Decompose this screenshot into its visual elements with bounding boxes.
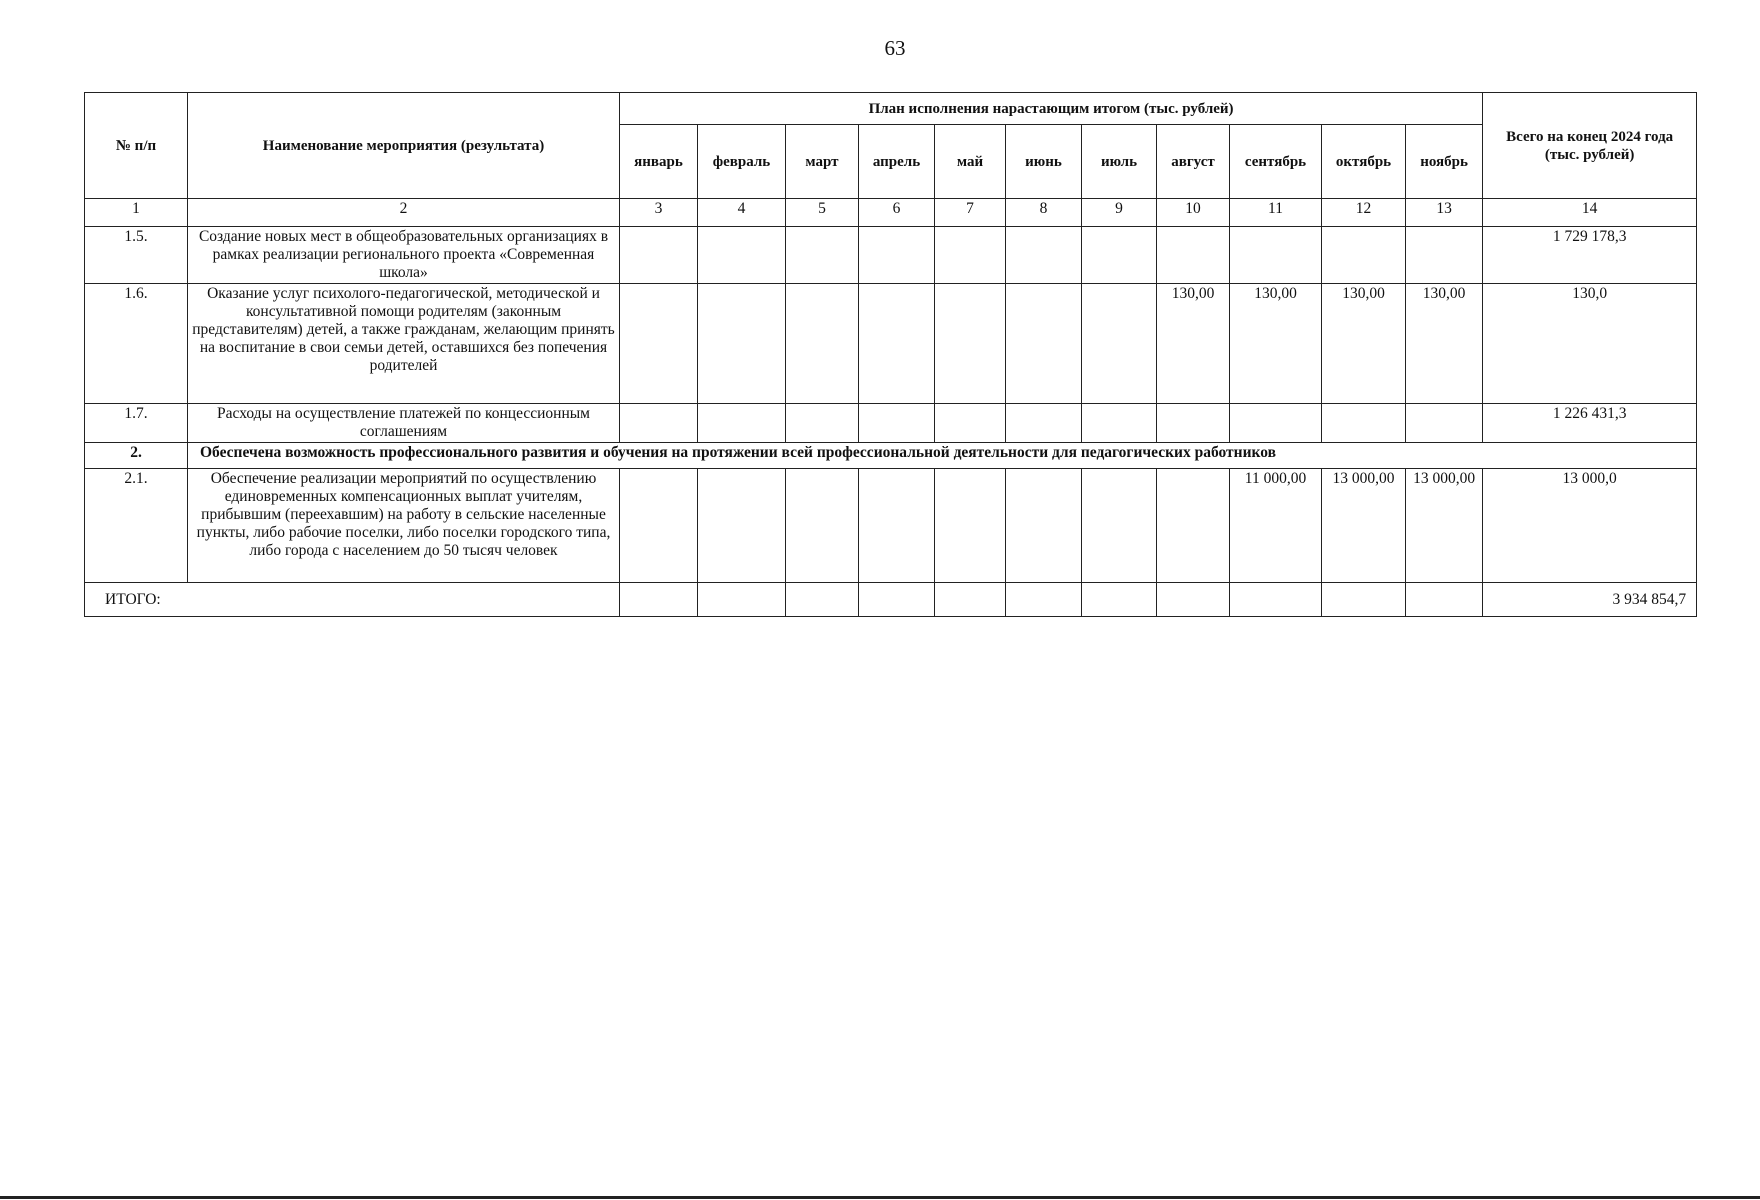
month-value (1006, 284, 1082, 404)
column-number: 6 (859, 199, 935, 227)
header-name: Наименование мероприятия (результата) (188, 93, 620, 199)
section-number: 2. (85, 443, 188, 469)
table-row (85, 284, 1697, 404)
column-number: 3 (620, 199, 698, 227)
month-value: 130,00 (1157, 284, 1230, 404)
table-row (85, 469, 1697, 583)
month-value (1230, 227, 1322, 284)
month-value: 130,00 (1322, 284, 1406, 404)
itogo-month-cell (935, 583, 1006, 617)
section-row (85, 443, 1697, 469)
row-total: 130,0 (1483, 284, 1697, 404)
month-value (859, 404, 935, 443)
month-value (1006, 469, 1082, 583)
table-row (85, 227, 1697, 284)
column-number: 11 (1230, 199, 1322, 227)
header-month: октябрь (1322, 125, 1406, 199)
month-value (698, 284, 786, 404)
month-value (1157, 404, 1230, 443)
scan-edge-line (0, 1196, 1760, 1199)
page-number: 63 (884, 36, 906, 60)
month-value (935, 404, 1006, 443)
column-number: 14 (1483, 199, 1697, 227)
month-value (1230, 404, 1322, 443)
month-value: 130,00 (1230, 284, 1322, 404)
month-value (786, 469, 859, 583)
month-value (1082, 404, 1157, 443)
header-plan: План исполнения нарастающим итогом (тыс. рублей) (620, 93, 1483, 125)
column-number: 9 (1082, 199, 1157, 227)
itogo-row (85, 583, 1697, 617)
month-value (1157, 227, 1230, 284)
row-name: Расходы на осуществление платежей по концессионным соглашениям (188, 404, 620, 443)
month-value: 13 000,00 (1322, 469, 1406, 583)
column-number: 8 (1006, 199, 1082, 227)
month-value (1322, 404, 1406, 443)
month-value: 11 000,00 (1230, 469, 1322, 583)
month-value (859, 227, 935, 284)
month-value (1157, 469, 1230, 583)
month-value (1322, 227, 1406, 284)
header-month: март (786, 125, 859, 199)
column-number: 12 (1322, 199, 1406, 227)
column-number: 2 (188, 199, 620, 227)
header-month: май (935, 125, 1006, 199)
header-month: август (1157, 125, 1230, 199)
month-value (1082, 227, 1157, 284)
header-total: Всего на конец 2024 года (тыс. рублей) (1483, 93, 1697, 199)
column-number: 13 (1406, 199, 1483, 227)
itogo-month-cell (1006, 583, 1082, 617)
row-number: 1.6. (85, 284, 188, 404)
month-value (786, 227, 859, 284)
header-month: апрель (859, 125, 935, 199)
itogo-label: ИТОГО: (85, 583, 620, 617)
row-name: Создание новых мест в общеобразовательных организациях в рамках реализации регионального проекта «Современная школа» (188, 227, 620, 284)
table-row (85, 404, 1697, 443)
column-number-row (85, 199, 1697, 227)
month-value (620, 284, 698, 404)
itogo-month-cell (859, 583, 935, 617)
column-number: 10 (1157, 199, 1230, 227)
itogo-month-cell (698, 583, 786, 617)
month-value (935, 469, 1006, 583)
column-number: 5 (786, 199, 859, 227)
month-value (698, 469, 786, 583)
header-month: ноябрь (1406, 125, 1483, 199)
itogo-month-cell (1230, 583, 1322, 617)
itogo-month-cell (620, 583, 698, 617)
month-value (786, 404, 859, 443)
month-value: 130,00 (1406, 284, 1483, 404)
month-value (698, 227, 786, 284)
month-value (1082, 284, 1157, 404)
header-num: № п/п (85, 93, 188, 199)
header-month: январь (620, 125, 698, 199)
section-title: Обеспечена возможность профессионального развития и обучения на протяжении всей профессиональной деятельности для педагогических работников (188, 443, 1697, 469)
itogo-month-cell (1406, 583, 1483, 617)
row-number: 1.7. (85, 404, 188, 443)
table-body (85, 227, 1697, 617)
month-value (1406, 227, 1483, 284)
row-total: 13 000,0 (1483, 469, 1697, 583)
row-total: 1 729 178,3 (1483, 227, 1697, 284)
month-value (620, 469, 698, 583)
month-value (620, 404, 698, 443)
month-value (786, 284, 859, 404)
column-number: 7 (935, 199, 1006, 227)
header-month: февраль (698, 125, 786, 199)
month-value: 13 000,00 (1406, 469, 1483, 583)
month-value (935, 284, 1006, 404)
column-number: 1 (85, 199, 188, 227)
month-value (935, 227, 1006, 284)
row-total: 1 226 431,3 (1483, 404, 1697, 443)
month-value (1082, 469, 1157, 583)
itogo-month-cell (786, 583, 859, 617)
header-month: июнь (1006, 125, 1082, 199)
month-value (620, 227, 698, 284)
row-name: Оказание услуг психолого-педагогической, методической и консультативной помощи родителям (законным представителям) детей, а также гражданам, желающим принять на воспитание в свои семьи детей, оставшихся без попечения родителей (188, 284, 620, 404)
plan-table (84, 92, 1697, 617)
row-number: 2.1. (85, 469, 188, 583)
itogo-month-cell (1082, 583, 1157, 617)
itogo-month-cell (1322, 583, 1406, 617)
row-number: 1.5. (85, 227, 188, 284)
month-value (859, 284, 935, 404)
month-value (698, 404, 786, 443)
month-value (1006, 227, 1082, 284)
itogo-total: 3 934 854,7 (1483, 583, 1697, 617)
header-month: сентябрь (1230, 125, 1322, 199)
month-value (859, 469, 935, 583)
month-value (1006, 404, 1082, 443)
header-month: июль (1082, 125, 1157, 199)
itogo-month-cell (1157, 583, 1230, 617)
month-value (1406, 404, 1483, 443)
column-number: 4 (698, 199, 786, 227)
row-name: Обеспечение реализации мероприятий по осуществлению единовременных компенсационных выплат учителям, прибывшим (переехавшим) на работу в сельские населенные пункты, либо рабочие поселки, либо поселки городского типа, либо города с населением до 50 тысяч человек (188, 469, 620, 583)
